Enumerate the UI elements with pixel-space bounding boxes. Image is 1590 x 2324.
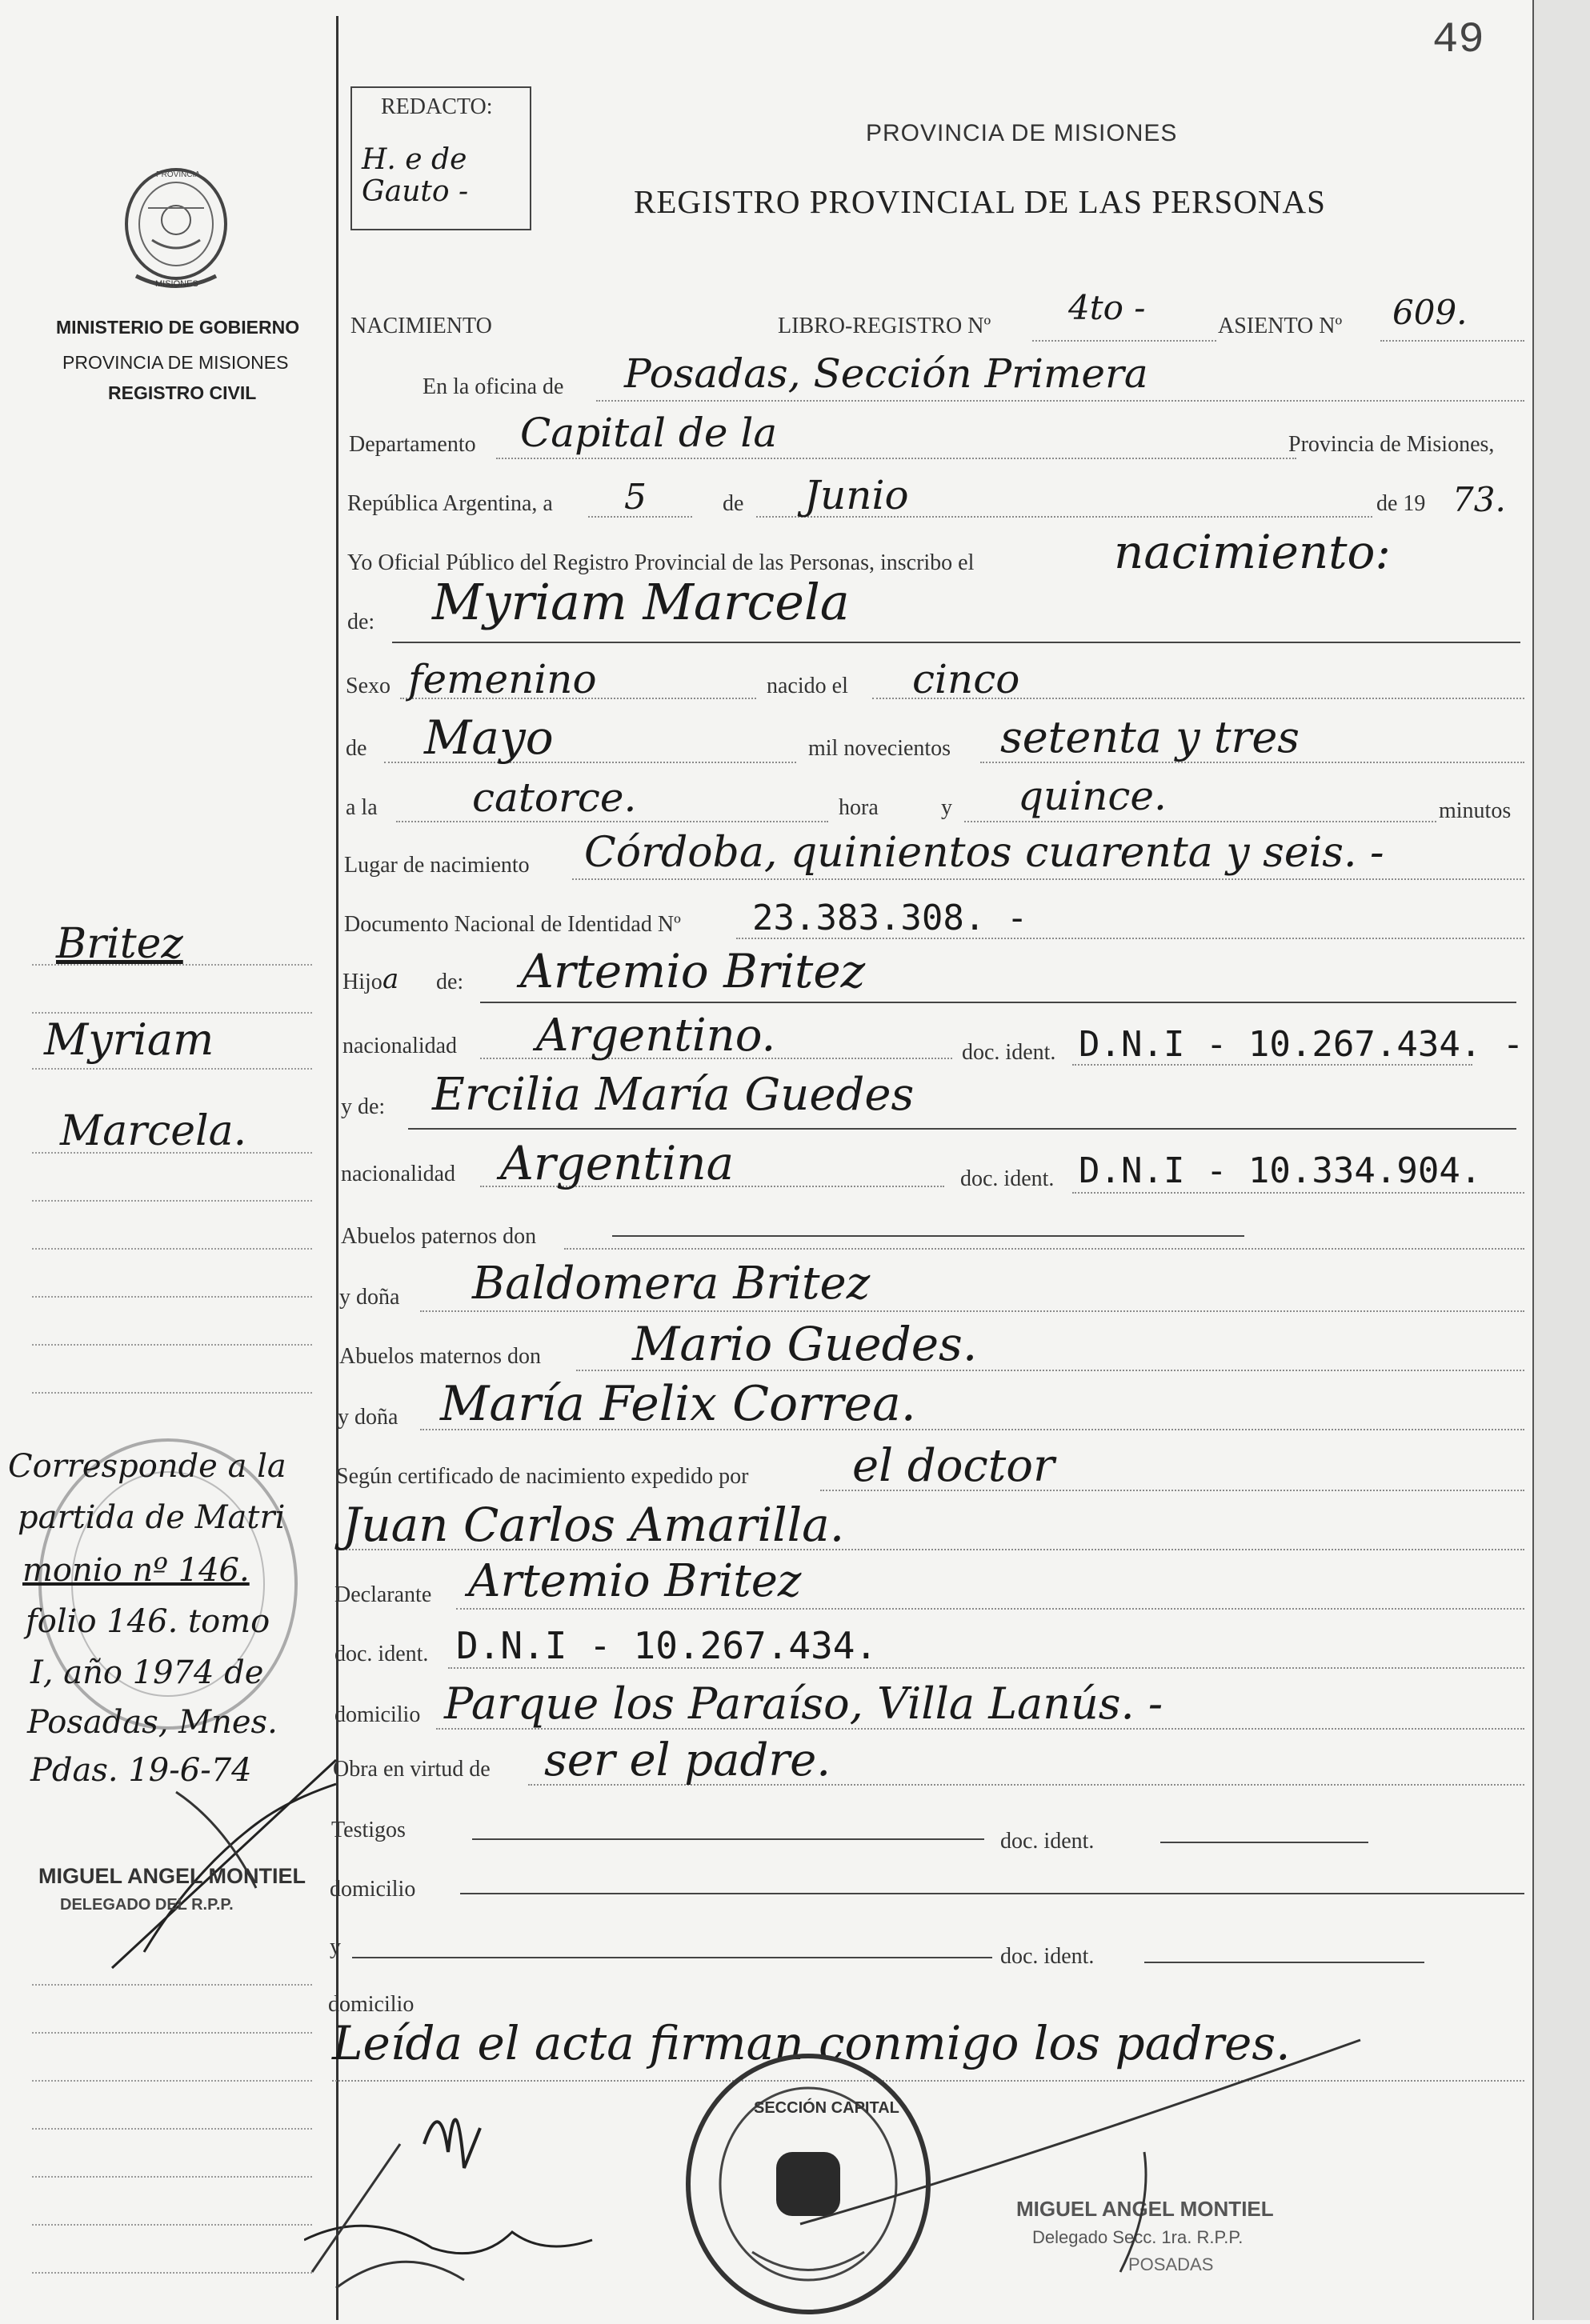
margin-line-14 <box>32 2176 312 2178</box>
margin-apellido: Britez <box>56 920 183 968</box>
fecha-dia: 5 <box>624 477 647 518</box>
record-type: NACIMIENTO <box>350 314 492 338</box>
father-name: Artemio Britez <box>520 944 866 998</box>
ministry-registry: REGISTRO CIVIL <box>108 382 257 403</box>
nacido-de-label: de <box>346 736 367 761</box>
padre-nac-label: nacionalidad <box>342 1034 458 1058</box>
abuela-pat-label: y doña <box>339 1285 400 1310</box>
abuela-paterna: Baldomera Britez <box>472 1258 871 1310</box>
declarante-doc: D.N.I - 10.267.434. <box>456 1624 878 1667</box>
oficina-label: En la oficina de <box>423 374 564 399</box>
y-label: y <box>941 795 952 820</box>
minutos-value: quince. <box>1018 773 1167 819</box>
sexo-label: Sexo <box>346 674 390 698</box>
mother-doc: D.N.I - 10.334.904. <box>1079 1150 1482 1191</box>
margin-note-line-6: Posadas, Mnes. <box>27 1704 278 1741</box>
margin-line-8 <box>32 1344 312 1346</box>
madre-doc-label: doc. ident. <box>960 1166 1055 1191</box>
inscribo-label: Yo Oficial Público del Registro Provincial de las Personas, inscribo el <box>347 550 975 575</box>
redacto-value: H. e de Gauto - <box>362 143 469 208</box>
fecha-mes: Junio <box>804 472 909 518</box>
testigos-label: Testigos <box>331 1818 406 1842</box>
margin-note-line-3: monio nº 146. <box>22 1552 250 1589</box>
emblem-bottom-text: MISIONES <box>155 279 198 289</box>
margin-line-9 <box>32 1392 312 1394</box>
father-nationality: Argentino. <box>536 1010 776 1062</box>
lugar-label: Lugar de nacimiento <box>344 853 530 878</box>
madre-nac-label: nacionalidad <box>341 1162 456 1186</box>
margin-line-13 <box>32 2128 312 2130</box>
margin-line-16 <box>32 2272 312 2274</box>
margin-signature <box>96 1712 352 1984</box>
fecha-anio: 73. <box>1452 480 1506 519</box>
margin-stamp-name: MIGUEL ANGEL MONTIEL <box>38 1864 306 1888</box>
margin-line-11 <box>32 2032 312 2034</box>
margin-nombre-2: Marcela. <box>60 1107 247 1155</box>
mother-nationality: Argentina <box>500 1136 735 1190</box>
margin-note-line-7: Pdas. 19-6-74 <box>30 1752 252 1789</box>
padre-doc-label: doc. ident. <box>962 1040 1056 1065</box>
abuela-materna: María Felix Correa. <box>440 1376 916 1432</box>
margin-line-6 <box>32 1248 312 1250</box>
libro-value: 4to - <box>1068 288 1146 327</box>
asiento-value: 609. <box>1392 293 1468 332</box>
province-heading: PROVINCIA DE MISIONES <box>866 120 1178 146</box>
margin-line-10 <box>32 1984 312 1986</box>
abuelos-pat-label: Abuelos paternos don <box>341 1224 537 1249</box>
hora-label: hora <box>839 795 879 820</box>
domicilio-label: domicilio <box>334 1702 421 1727</box>
nacido-label: nacido el <box>767 674 848 698</box>
margin-stamp-role: DELEGADO DEL R.P.P. <box>60 1896 234 1914</box>
margin-note-line-2: partida de Matri <box>18 1499 286 1536</box>
inscribo-value: nacimiento: <box>1114 525 1391 579</box>
margin-note-line-5: I, año 1974 de <box>30 1654 264 1691</box>
abuelos-mat-label: Abuelos maternos don <box>339 1344 541 1369</box>
domicilio-value: Parque los Paraíso, Villa Lanús. - <box>444 1678 1163 1729</box>
margin-note-line-4: folio 146. tomo <box>26 1603 270 1640</box>
ministry-name: MINISTERIO DE GOBIERNO <box>56 317 300 338</box>
bottom-stamp-city: POSADAS <box>1128 2254 1214 2274</box>
signatures <box>304 1904 1424 2320</box>
emblem-top-text: PROVINCIA <box>156 170 201 179</box>
medico-name: Juan Carlos Amarilla. <box>342 1498 845 1552</box>
bottom-stamp-role: Delegado Secc. 1ra. R.P.P. <box>1032 2227 1244 2247</box>
abuela-mat-label: y doña <box>338 1405 399 1430</box>
asiento-label: ASIENTO Nº <box>1218 314 1343 338</box>
margin-nombre-1: Myriam <box>44 1014 214 1065</box>
a-la-label: a la <box>346 795 378 820</box>
certificado-label: Según certificado de nacimiento expedido por <box>336 1464 749 1489</box>
bottom-stamp-name: MIGUEL ANGEL MONTIEL <box>1016 2197 1274 2221</box>
abuelo-materno: Mario Guedes. <box>632 1317 978 1371</box>
testigo2-domicilio-label: domicilio <box>328 1992 415 2017</box>
ministry-province: PROVINCIA DE MISIONES <box>62 352 289 373</box>
margin-line-3 <box>32 1068 312 1070</box>
misiones-emblem <box>120 164 232 296</box>
libro-label: LIBRO-REGISTRO Nº <box>778 314 991 338</box>
nacido-mes: Mayo <box>424 710 554 765</box>
page-edge-shadow <box>1534 0 1590 2320</box>
y-de-label: y de: <box>341 1094 386 1119</box>
departamento-value: Capital de la <box>520 410 778 456</box>
obra-label: Obra en virtud de <box>333 1757 491 1782</box>
testigo1-domicilio-label: domicilio <box>330 1877 416 1902</box>
declarante-value: Artemio Britez <box>468 1555 802 1607</box>
certificado-value: el doctor <box>852 1440 1055 1492</box>
testigo1-doc-label: doc. ident. <box>1000 1829 1095 1854</box>
sexo-value: femenino <box>408 656 597 702</box>
redacto-label: REDACTO: <box>381 94 493 119</box>
margin-line-12 <box>32 2080 312 2082</box>
minutos-label: minutos <box>1439 798 1512 823</box>
de-label: de: <box>347 610 375 634</box>
dni-value: 23.383.308. - <box>752 898 1028 938</box>
fecha-de-1: de <box>723 491 744 516</box>
republica-label: República Argentina, a <box>347 491 553 516</box>
provincia-suffix: Provincia de Misiones, <box>1288 432 1495 457</box>
registry-title: REGISTRO PROVINCIAL DE LAS PERSONAS <box>634 183 1326 220</box>
margin-line-5 <box>32 1200 312 1202</box>
lugar-value: Córdoba, quinientos cuarenta y seis. - <box>584 829 1384 877</box>
margin-line-15 <box>32 2224 312 2226</box>
margin-note-line-1: Corresponde a la <box>8 1448 286 1485</box>
margin-line-2 <box>32 1012 312 1014</box>
child-name: Myriam Marcela <box>432 573 850 631</box>
hora-value: catorce. <box>472 774 637 821</box>
nacido-dia: cinco <box>912 656 1020 702</box>
page-number: 49 <box>1432 16 1484 65</box>
testigo2-y-label: y <box>330 1934 341 1959</box>
mil-label: mil novecientos <box>808 736 951 761</box>
departamento-label: Departamento <box>349 432 476 457</box>
obra-value: ser el padre. <box>544 1734 831 1786</box>
declarante-doc-label: doc. ident. <box>334 1642 429 1666</box>
hijo-label: Hijo <box>342 970 382 994</box>
testigo2-doc-label: doc. ident. <box>1000 1944 1095 1969</box>
declarante-label: Declarante <box>334 1582 432 1607</box>
leida-note: Leída el acta firman conmigo los padres. <box>332 2016 1291 2070</box>
oficina-value: Posadas, Sección Primera <box>624 350 1148 397</box>
mother-name: Ercilia María Guedes <box>432 1069 915 1121</box>
fecha-de-19: de 19 <box>1376 491 1426 516</box>
hijo-de-label: de: <box>436 970 464 994</box>
hijo-suffix: a <box>382 963 399 995</box>
round-seal-text: SECCIÓN CAPITAL <box>754 2099 899 2117</box>
father-doc: D.N.I - 10.267.434. - <box>1079 1024 1524 1065</box>
dni-label: Documento Nacional de Identidad Nº <box>344 912 681 937</box>
margin-line-7 <box>32 1296 312 1298</box>
redacto-box <box>350 86 531 230</box>
nacido-anio: setenta y tres <box>1000 712 1300 762</box>
